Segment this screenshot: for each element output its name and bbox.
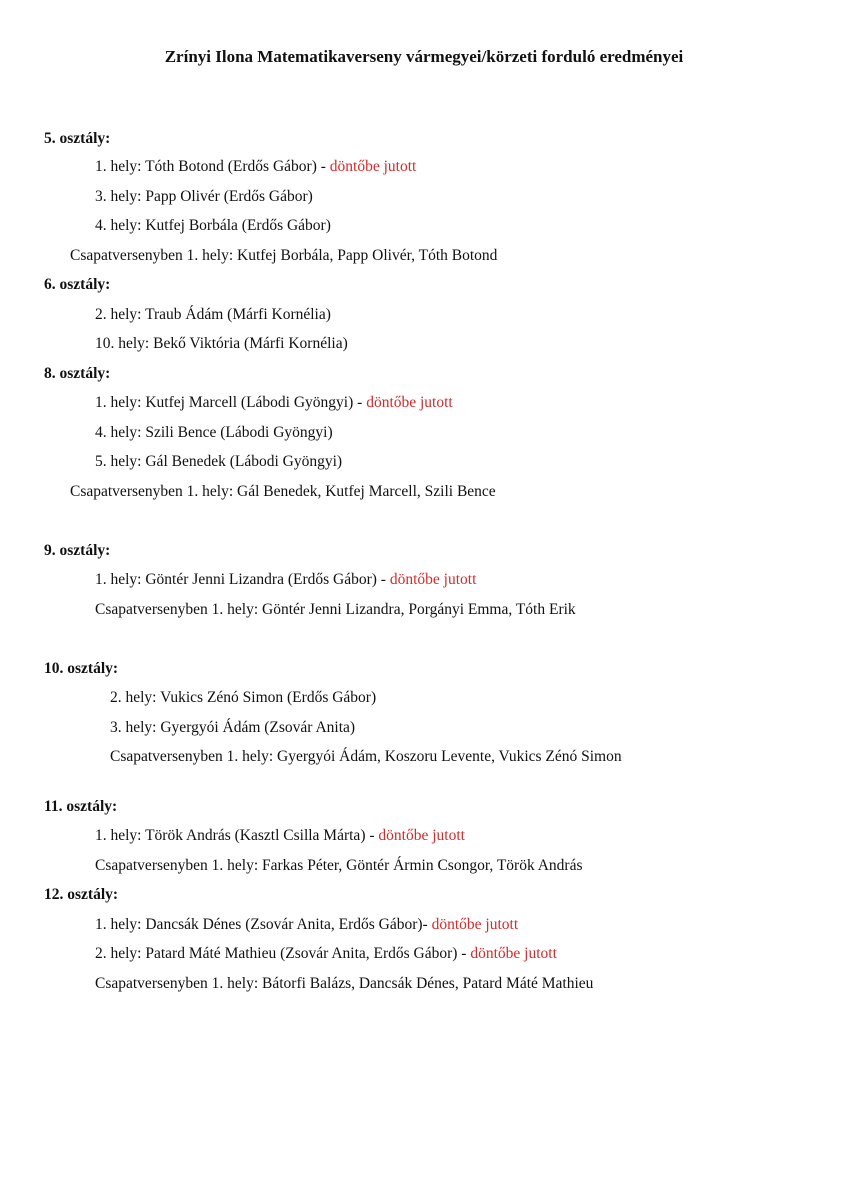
finalist-note: döntőbe jutott bbox=[329, 158, 417, 175]
grade-12-result-1 bbox=[95, 915, 518, 935]
grade-12-team-result: Csapatversenyben 1. hely: Bátorfi Balázs, Dancsák Dénes, Patard Máté Mathieu bbox=[95, 975, 594, 992]
finalist-note: döntőbe jutott bbox=[378, 827, 465, 844]
grade-5-team-result: Csapatversenyben 1. hely: Kutfej Borbála, Papp Olivér, Tóth Botond bbox=[70, 247, 498, 264]
grade-11-result-1 bbox=[95, 826, 465, 846]
grade-5-result-1 bbox=[95, 157, 416, 177]
grade-8-result-1 bbox=[95, 393, 453, 413]
grade-6-result-1: 2. hely: Traub Ádám (Márfi Kornélia) bbox=[95, 306, 331, 323]
page-title: Zrínyi Ilona Matematikaverseny vármegyei/körzeti forduló eredményei bbox=[164, 47, 684, 66]
grade-5-result-2: 3. hely: Papp Olivér (Erdős Gábor) bbox=[95, 188, 313, 205]
grade-12-heading: 12. osztály: bbox=[44, 886, 119, 903]
grade-9-team-result: Csapatversenyben 1. hely: Göntér Jenni Lizandra, Porgányi Emma, Tóth Erik bbox=[95, 601, 576, 618]
grade-8-result-2: 4. hely: Szili Bence (Lábodi Gyöngyi) bbox=[95, 424, 333, 441]
grade-8-heading: 8. osztály: bbox=[44, 365, 111, 382]
grade-5-heading: 5. osztály: bbox=[44, 130, 111, 147]
grade-10-team-result: Csapatversenyben 1. hely: Gyergyói Ádám, Koszoru Levente, Vukics Zénó Simon bbox=[110, 748, 622, 765]
grade-10-result-1: 2. hely: Vukics Zénó Simon (Erdős Gábor) bbox=[110, 689, 377, 706]
grade-6-result-2: 10. hely: Bekő Viktória (Márfi Kornélia) bbox=[95, 335, 348, 352]
result-text: 1. hely: Tóth Botond (Erdős Gábor) - bbox=[95, 158, 330, 175]
grade-9-heading: 9. osztály: bbox=[44, 542, 111, 559]
grade-10-heading: 10. osztály: bbox=[44, 660, 119, 677]
grade-9-result-1 bbox=[95, 570, 476, 590]
grade-8-result-3: 5. hely: Gál Benedek (Lábodi Gyöngyi) bbox=[95, 453, 343, 470]
finalist-note: döntőbe jutott bbox=[431, 916, 519, 933]
result-text: 1. hely: Kutfej Marcell (Lábodi Gyöngyi) - bbox=[95, 394, 367, 411]
grade-8-team-result: Csapatversenyben 1. hely: Gál Benedek, Kutfej Marcell, Szili Bence bbox=[70, 483, 496, 500]
grade-12-result-2 bbox=[95, 944, 557, 964]
grade-5-result-3: 4. hely: Kutfej Borbála (Erdős Gábor) bbox=[95, 217, 331, 234]
result-text: 1. hely: Török András (Kasztl Csilla Márta) - bbox=[95, 827, 379, 844]
finalist-note: döntőbe jutott bbox=[470, 945, 557, 962]
grade-10-result-2: 3. hely: Gyergyói Ádám (Zsovár Anita) bbox=[110, 719, 356, 736]
result-text: 1. hely: Göntér Jenni Lizandra (Erdős Gábor) - bbox=[95, 571, 390, 588]
grade-11-heading: 11. osztály: bbox=[44, 798, 118, 815]
result-text: 2. hely: Patard Máté Mathieu (Zsovár Anita, Erdős Gábor) - bbox=[95, 945, 471, 962]
result-text: 1. hely: Dancsák Dénes (Zsovár Anita, Erdős Gábor)- bbox=[95, 916, 432, 933]
finalist-note: döntőbe jutott bbox=[366, 394, 453, 411]
grade-6-heading: 6. osztály: bbox=[44, 276, 111, 293]
finalist-note: döntőbe jutott bbox=[389, 571, 477, 588]
grade-11-team-result: Csapatversenyben 1. hely: Farkas Péter, Göntér Ármin Csongor, Török András bbox=[95, 857, 583, 874]
